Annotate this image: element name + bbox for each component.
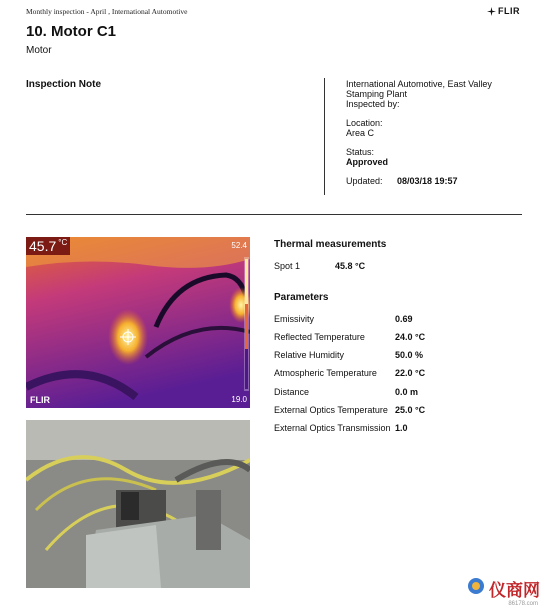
scale-max: 52.4 <box>231 241 247 250</box>
parameter-row <box>274 405 425 415</box>
spot-label: Spot 1 <box>274 261 301 271</box>
parameter-row <box>274 368 425 378</box>
scale-min: 19.0 <box>231 395 247 404</box>
parameter-value: 25.0 °C <box>395 405 426 415</box>
parameter-label: Atmospheric Temperature <box>274 368 377 378</box>
updated-value: 08/03/18 19:57 <box>397 176 458 186</box>
item-subtitle: Motor <box>26 45 52 56</box>
watermark-url: 86178.com <box>508 601 538 607</box>
parameter-value: 50.0 % <box>395 350 424 360</box>
flir-logo <box>487 6 520 16</box>
inspection-info <box>346 79 516 186</box>
flir-logo-text: FLIR <box>498 6 520 16</box>
spot-temperature-unit: °C <box>58 238 68 247</box>
parameter-value: 24.0 °C <box>395 332 426 342</box>
parameter-row <box>274 314 413 324</box>
parameter-value: 22.0 °C <box>395 368 426 378</box>
parameter-label: Emissivity <box>274 314 314 324</box>
parameter-label: Distance <box>274 387 310 397</box>
report-header-title: Monthly inspection - April , International Automotive <box>26 7 188 16</box>
watermark-logo-icon <box>467 577 485 600</box>
company-line-1: International Automotive, East Valley <box>346 79 492 89</box>
parameter-value: 0.69 <box>395 314 413 324</box>
item-title: 10. Motor C1 <box>26 23 117 40</box>
thermal-flir-watermark: FLIR <box>30 395 50 405</box>
inspected-by: Inspected by: <box>346 99 400 109</box>
status-label: Status: <box>346 147 375 157</box>
inspection-note-label: Inspection Note <box>26 79 102 90</box>
parameter-row <box>274 350 423 360</box>
visual-photo <box>26 420 250 588</box>
parameter-label: Reflected Temperature <box>274 332 365 342</box>
company-line-2: Stamping Plant <box>346 89 408 99</box>
parameter-row <box>274 423 408 433</box>
spot-value: 45.8 °C <box>335 261 366 271</box>
spot-temperature-readout <box>26 237 70 255</box>
parameter-label: Relative Humidity <box>274 350 345 360</box>
thermal-measurements-title: Thermal measurements <box>274 239 387 250</box>
info-divider <box>324 78 325 195</box>
status-value: Approved <box>346 157 389 167</box>
thermal-image <box>26 237 250 408</box>
parameters-title: Parameters <box>274 292 329 303</box>
spot-temperature-value: 45.7 <box>29 238 57 254</box>
watermark-text: 仪商网 <box>489 581 540 600</box>
flir-logo-icon <box>487 7 496 16</box>
section-divider <box>26 214 522 215</box>
location-value: Area C <box>346 128 375 138</box>
location-label: Location: <box>346 118 383 128</box>
parameter-label: External Optics Transmission <box>274 423 391 433</box>
site-watermark <box>467 576 540 601</box>
parameter-row <box>274 332 425 342</box>
spot-measurement-row <box>274 261 365 271</box>
parameter-value: 0.0 m <box>395 387 419 397</box>
updated-label: Updated: <box>346 176 383 186</box>
parameter-label: External Optics Temperature <box>274 405 388 415</box>
parameter-value: 1.0 <box>395 423 408 433</box>
parameter-row <box>274 387 418 397</box>
